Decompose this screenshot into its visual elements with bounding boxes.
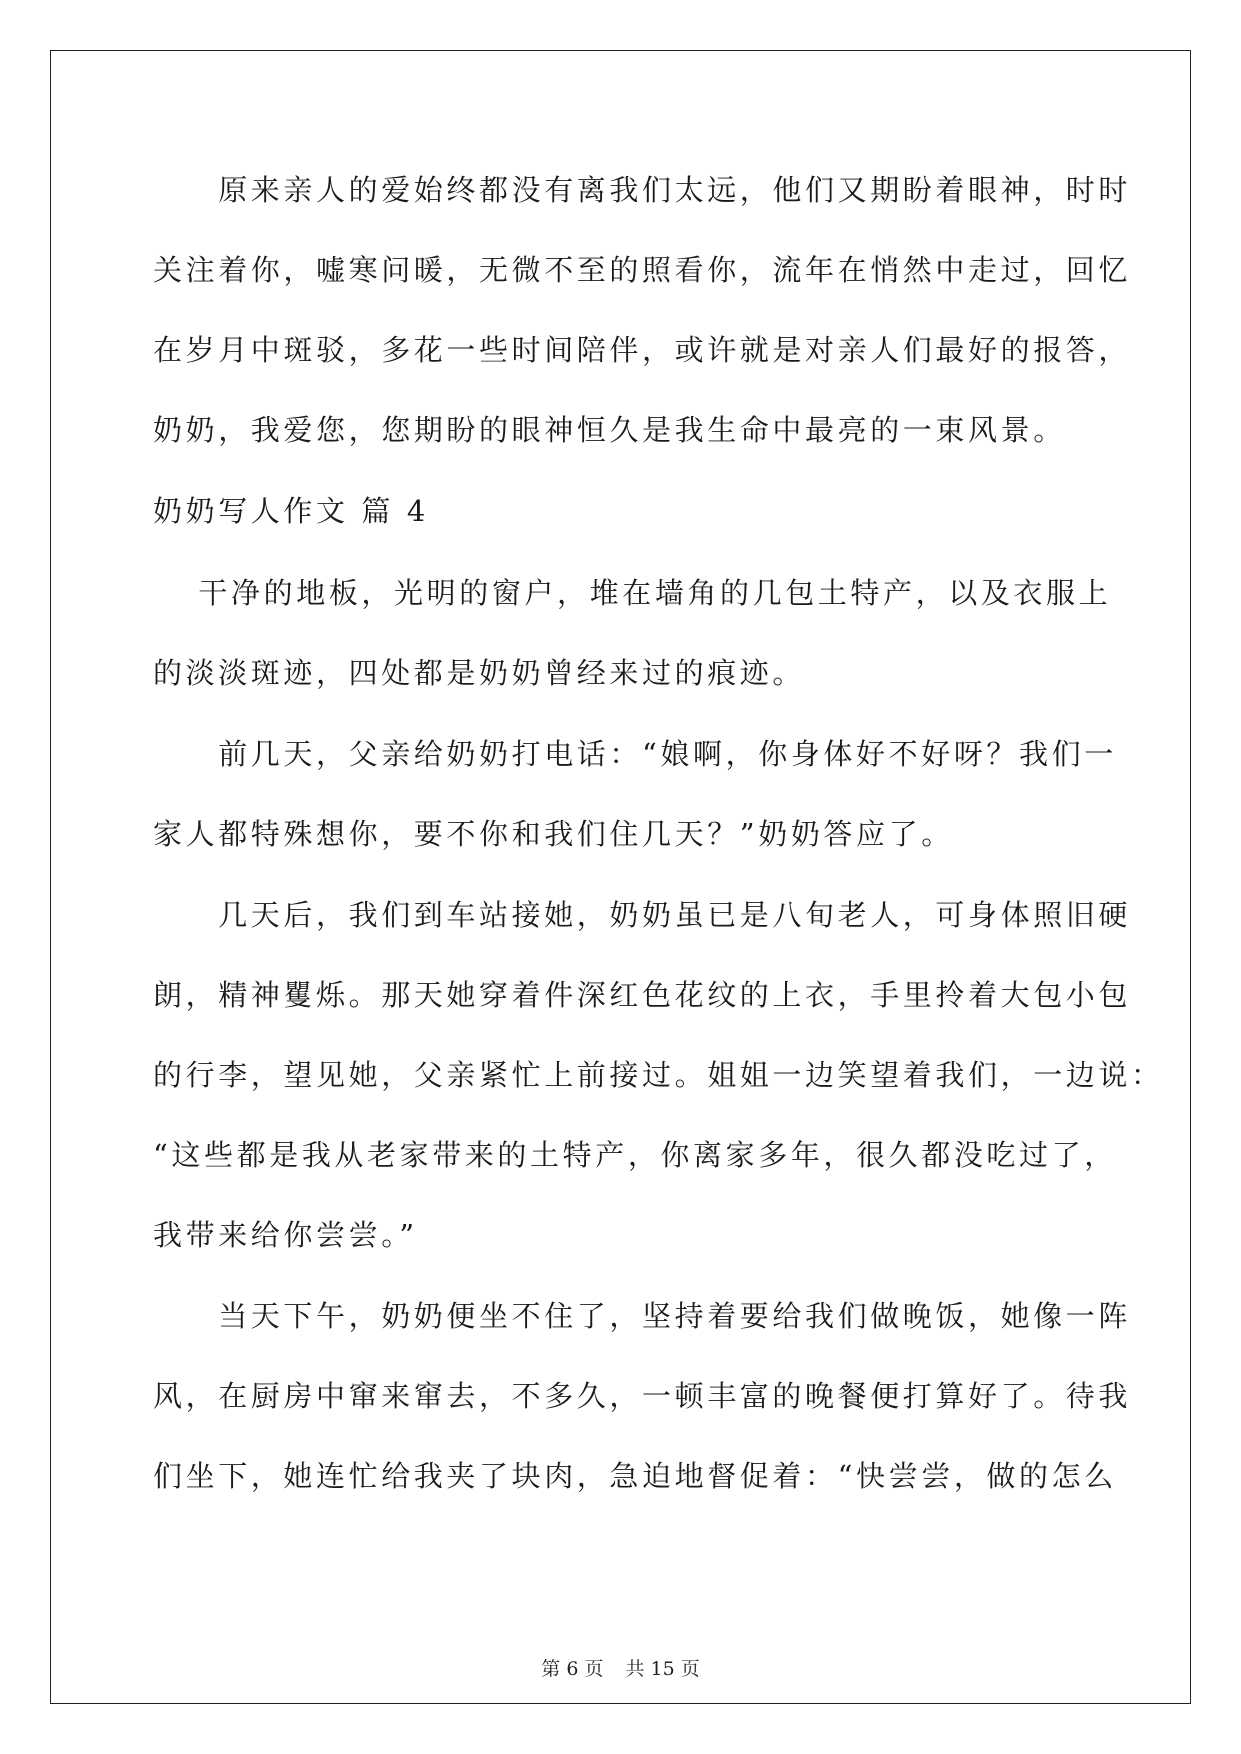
paragraph-line: 奶奶，我爱您，您期盼的眼神恒久是我生命中最亮的一束风景。	[153, 413, 1066, 447]
paragraph-line: 在岁月中斑驳，多花一些时间陪伴，或许就是对亲人们最好的报答，	[153, 333, 1132, 367]
paragraph-line: 几天后，我们到车站接她，奶奶虽已是八旬老人，可身体照旧硬	[153, 898, 1132, 932]
paragraph-line: 朗，精神矍烁。那天她穿着件深红色花纹的上衣，手里拎着大包小包	[153, 978, 1132, 1012]
paragraph-line: 的行李，望见她，父亲紧忙上前接过。姐姐一边笑望着我们，一边说：	[153, 1058, 1164, 1092]
page-footer	[0, 1654, 1241, 1681]
paragraph-line: “这些都是我从老家带来的土特产，你离家多年，很久都没吃过了，	[153, 1138, 1117, 1172]
page-border	[50, 50, 1191, 1704]
page-number: 第 6 页	[541, 1658, 604, 1680]
section-heading: 奶奶写人作文 篇 4	[153, 494, 429, 528]
paragraph-line: 我带来给你尝尝。”	[153, 1218, 418, 1252]
paragraph-line: 家人都特殊想你，要不你和我们住几天？”奶奶答应了。	[153, 817, 954, 851]
paragraph-line: 前几天，父亲给奶奶打电话：“娘啊，你身体好不好呀？我们一	[153, 737, 1117, 771]
paragraph-line: 当天下午，奶奶便坐不住了，坚持着要给我们做晚饭，她像一阵	[153, 1299, 1132, 1333]
paragraph-line: 原来亲人的爱始终都没有离我们太远，他们又期盼着眼神，时时	[153, 173, 1132, 207]
paragraph-line: 的淡淡斑迹，四处都是奶奶曾经来过的痕迹。	[153, 656, 806, 690]
page-total: 共 15 页	[625, 1658, 700, 1680]
paragraph-line: 关注着你，嘘寒问暖，无微不至的照看你，流年在悄然中走过，回忆	[153, 253, 1132, 287]
paragraph-line: 干净的地板，光明的窗户，堆在墙角的几包土特产，以及衣服上	[153, 576, 1112, 610]
paragraph-line: 风，在厨房中窜来窜去，不多久，一顿丰富的晚餐便打算好了。待我	[153, 1379, 1132, 1413]
paragraph-line: 们坐下，她连忙给我夹了块肉，急迫地督促着：“快尝尝，做的怎么	[153, 1459, 1117, 1493]
